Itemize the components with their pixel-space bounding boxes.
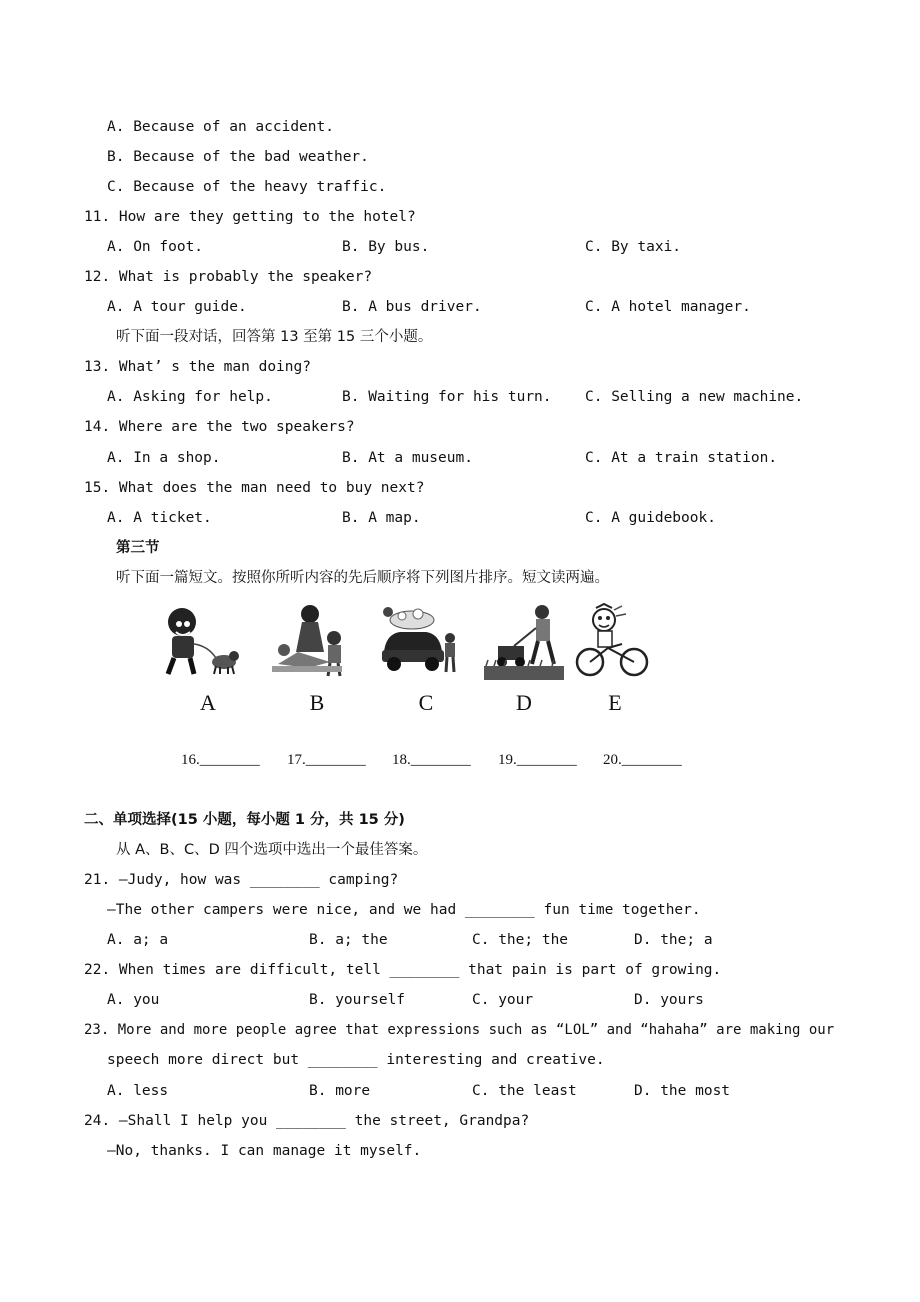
instruction-13-15: 听下面一段对话，回答第 13 至第 15 三个小题。: [116, 329, 433, 345]
q10-option-a: A. Because of an accident.: [107, 119, 334, 135]
picture-c-washing-car: [378, 602, 458, 682]
q15-stem: 15. What does the man need to buy next?: [84, 480, 425, 496]
picture-d-mowing-lawn: [484, 602, 564, 682]
q15-option-b: B. A map.: [342, 510, 421, 526]
answer-blank-20[interactable]: 20.________: [603, 752, 682, 768]
q14-option-c: C. At a train station.: [585, 450, 778, 466]
q22-stem: 22. When times are difficult, tell ________ that pain is part of growing.: [84, 962, 722, 978]
q23-option-a: A. less: [107, 1083, 169, 1099]
q23-line1: 23. More and more people agree that expressions such as “LOL” and “hahaha” are making our: [84, 1022, 835, 1038]
q21-option-d: D. the; a: [634, 932, 713, 948]
picture-label-c: C: [418, 690, 434, 715]
q22-option-a: A. you: [107, 992, 160, 1008]
section3-title: 第三节: [116, 540, 160, 556]
q15-option-c: C. A guidebook.: [585, 510, 716, 526]
picture-b-mother-and-children: [268, 602, 348, 682]
q23-option-d: D. the most: [634, 1083, 731, 1099]
answer-blank-16[interactable]: 16.________: [181, 752, 260, 768]
q12-option-c: C. A hotel manager.: [585, 299, 751, 315]
q11-option-b: B. By bus.: [342, 239, 430, 255]
q13-stem: 13. What’ s the man doing?: [84, 359, 311, 375]
picture-label-e: E: [608, 690, 622, 715]
q12-option-a: A. A tour guide.: [107, 299, 247, 315]
q24-line1: 24. —Shall I help you ________ the street, Grandpa?: [84, 1113, 530, 1129]
section3-instruction: 听下面一篇短文。按照你所听内容的先后顺序将下列图片排序。短文读两遍。: [116, 570, 609, 586]
picture-label-b: B: [309, 690, 325, 715]
q23-option-c: C. the least: [472, 1083, 577, 1099]
q21-line2: —The other campers were nice, and we had ________ fun time together.: [107, 902, 701, 918]
q23-option-b: B. more: [309, 1083, 371, 1099]
q13-option-b: B. Waiting for his turn.: [342, 389, 552, 405]
answer-blank-17[interactable]: 17.________: [287, 752, 366, 768]
q13-option-c: C. Selling a new machine.: [585, 389, 804, 405]
q12-option-b: B. A bus driver.: [342, 299, 482, 315]
q21-option-a: A. a; a: [107, 932, 169, 948]
answer-blank-19[interactable]: 19.________: [498, 752, 577, 768]
q22-option-d: D. yours: [634, 992, 704, 1008]
q22-option-c: C. your: [472, 992, 534, 1008]
q22-option-b: B. yourself: [309, 992, 406, 1008]
q12-stem: 12. What is probably the speaker?: [84, 269, 373, 285]
picture-label-d: D: [516, 690, 532, 715]
q13-option-a: A. Asking for help.: [107, 389, 273, 405]
q10-option-b: B. Because of the bad weather.: [107, 149, 369, 165]
q23-line2: speech more direct but ________ interesting and creative.: [107, 1052, 605, 1068]
q21-line1: 21. —Judy, how was ________ camping?: [84, 872, 399, 888]
part2-instruction: 从 A、B、C、D 四个选项中选出一个最佳答案。: [116, 842, 428, 858]
q10-option-c: C. Because of the heavy traffic.: [107, 179, 387, 195]
q11-stem: 11. How are they getting to the hotel?: [84, 209, 416, 225]
q21-option-b: B. a; the: [309, 932, 388, 948]
q14-stem: 14. Where are the two speakers?: [84, 419, 355, 435]
picture-a-boy-walking-dog: [160, 602, 240, 682]
part2-title: 二、单项选择(15 小题，每小题 1 分，共 15 分): [84, 812, 405, 828]
picture-e-riding-bicycle: [574, 602, 654, 682]
q21-option-c: C. the; the: [472, 932, 569, 948]
q14-option-a: A. In a shop.: [107, 450, 221, 466]
q11-option-a: A. On foot.: [107, 239, 204, 255]
q11-option-c: C. By taxi.: [585, 239, 682, 255]
answer-blank-18[interactable]: 18.________: [392, 752, 471, 768]
picture-label-a: A: [200, 690, 216, 715]
q24-line2: —No, thanks. I can manage it myself.: [107, 1143, 422, 1159]
q14-option-b: B. At a museum.: [342, 450, 473, 466]
q15-option-a: A. A ticket.: [107, 510, 212, 526]
